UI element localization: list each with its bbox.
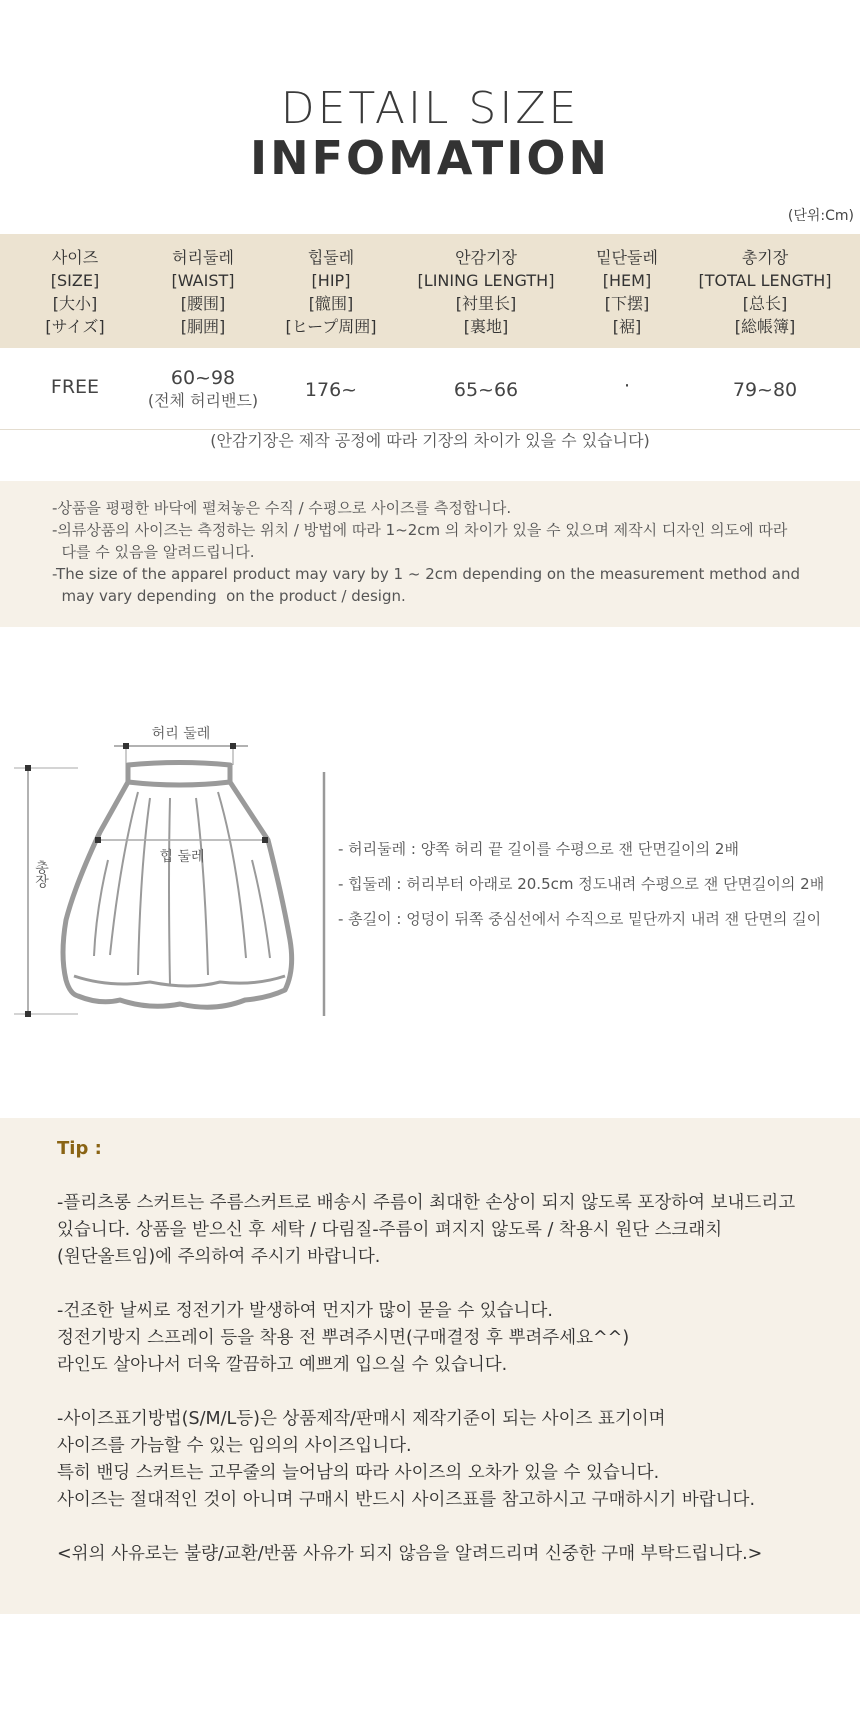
tip-paragraph-1 (57, 1190, 860, 1271)
col-total-zh: [总长] (742, 294, 788, 313)
hip-measure-line (95, 837, 268, 843)
measure-length: - 총길이 : 엉덩이 뒤쪽 중심선에서 수직으로 밑단까지 내려 잰 단면의 길이 (338, 910, 822, 928)
tip-line: 사이즈를 가늠할 수 있는 임의의 사이즈입니다. (57, 1436, 412, 1456)
heading-line-1: DETAIL SIZE (280, 83, 580, 134)
skirt-icon (63, 763, 292, 1008)
col-size (25, 246, 125, 338)
col-total (693, 246, 837, 338)
heading-line-2: INFOMATION (249, 131, 611, 185)
col-size-en: [SIZE] (50, 271, 100, 290)
row-lining: 65~66 (453, 379, 519, 401)
skirt-diagram-svg (0, 720, 340, 1040)
col-waist-ja: [胴囲] (180, 317, 226, 336)
size-table-row (0, 348, 860, 430)
col-waist-zh: [腰围] (180, 294, 226, 313)
col-hip-ko: 힙둘레 (307, 248, 355, 267)
size-table-header (0, 234, 860, 348)
col-lining-ko: 안감기장 (455, 248, 517, 267)
tip-line: 라인도 살아나서 더욱 깔끔하고 예쁘게 입으실 수 있습니다. (57, 1355, 508, 1375)
guide-line: -상품을 평평한 바닥에 펼쳐놓은 수직 / 수평으로 사이즈를 측정합니다. (52, 499, 512, 517)
col-hem (572, 246, 682, 338)
measure-waist: - 허리둘레 : 양쪽 허리 끝 길이를 수평으로 잰 단면길이의 2배 (338, 840, 739, 858)
col-total-ko: 총기장 (741, 248, 789, 267)
row-hip: 176~ (304, 379, 358, 401)
guide-line: -The size of the apparel product may vary by 1 ~ 2cm depending on the measurement method and (52, 565, 801, 583)
hip-label: 힙 둘레 (159, 849, 205, 865)
tip-line: 있습니다. 상품을 받으신 후 세탁 / 다림질-주름이 펴지지 않도록 / 착용시 원단 스크래치 (57, 1220, 723, 1240)
tip-paragraph-2 (57, 1298, 860, 1379)
tip-line: 특히 밴딩 스커트는 고무줄의 늘어남의 따라 사이즈의 오차가 있을 수 있습니다. (57, 1463, 660, 1483)
col-waist (143, 246, 263, 338)
guide-line: -의류상품의 사이즈는 측정하는 위치 / 방법에 따라 1~2cm 의 차이가 있을 수 있으며 제작시 디자인 의도에 따라 (52, 521, 788, 539)
col-lining-zh: [衬里长] (455, 294, 517, 313)
tip-line: (원단올트임)에 주의하여 주시기 바랍니다. (57, 1247, 381, 1267)
measurement-descriptions (338, 832, 824, 937)
col-lining-ja: [裏地] (463, 317, 509, 336)
row-size: FREE (50, 376, 100, 398)
col-hem-en: [HEM] (602, 271, 652, 290)
row-waist-sub: (전체 허리밴드) (147, 391, 259, 410)
col-size-ko: 사이즈 (51, 248, 99, 267)
row-hem: · (623, 375, 631, 397)
row-waist (133, 366, 273, 412)
skirt-diagram (0, 720, 340, 1040)
tip-line: 사이즈는 절대적인 것이 아니며 구매시 반드시 사이즈표를 참고하시고 구매하시기 바랍니다. (57, 1490, 756, 1510)
row-waist-value: 60~98 (170, 367, 236, 389)
length-measure-line (14, 765, 78, 1017)
col-lining (410, 246, 562, 338)
col-total-en: [TOTAL LENGTH] (698, 271, 832, 290)
tip-closing (57, 1541, 860, 1568)
col-waist-ko: 허리둘레 (172, 248, 234, 267)
unit-label: (단위:Cm) (787, 208, 854, 224)
col-hem-ja: [裾] (612, 317, 642, 336)
guide-line: 다를 수 있음을 알려드립니다. (52, 543, 255, 561)
col-size-zh: [大小] (52, 294, 98, 313)
row-total: 79~80 (732, 379, 798, 401)
tip-section (0, 1118, 860, 1614)
measure-hip: - 힙둘레 : 허리부터 아래로 20.5cm 정도내려 수평으로 잰 단면길이의 2배 (338, 875, 825, 893)
col-size-ja: [サイズ] (45, 317, 105, 336)
col-hip (266, 246, 396, 338)
waist-label: 허리 둘레 (151, 726, 211, 742)
col-hip-en: [HIP] (311, 271, 351, 290)
tip-closing-line: <위의 사유로는 불량/교환/반품 사유가 되지 않음을 알려드리며 신중한 구매 부탁드립니다.> (57, 1544, 763, 1564)
tip-line: 정전기방지 스프레이 등을 착용 전 뿌려주시면(구매결정 후 뿌려주세요^^) (57, 1328, 630, 1348)
measurement-guide (0, 481, 860, 627)
col-hip-ja: [ヒープ周囲] (285, 317, 377, 336)
size-table-note: (안감기장은 제작 공정에 따라 기장의 차이가 있을 수 있습니다) (210, 431, 650, 450)
col-total-ja: [総帳簿] (734, 317, 796, 336)
col-hip-zh: [髋围] (308, 294, 354, 313)
col-waist-en: [WAIST] (171, 271, 235, 290)
col-lining-en: [LINING LENGTH] (417, 271, 555, 290)
col-hem-ko: 밑단둘레 (596, 248, 658, 267)
col-hem-zh: [下摆] (604, 294, 650, 313)
tip-line: -사이즈표기방법(S/M/L등)은 상품제작/판매시 제작기준이 되는 사이즈 표기이며 (57, 1409, 666, 1429)
tip-title: Tip : (57, 1138, 102, 1159)
tip-paragraph-3 (57, 1406, 860, 1514)
length-label: 총장 (33, 860, 49, 888)
tip-line: -플리츠롱 스커트는 주름스커트로 배송시 주름이 최대한 손상이 되지 않도록 포장하여 보내드리고 (57, 1193, 796, 1213)
tip-line: -건조한 날씨로 정전기가 발생하여 먼지가 많이 묻을 수 있습니다. (57, 1301, 553, 1321)
guide-line: may vary depending on the product / design. (52, 587, 406, 605)
